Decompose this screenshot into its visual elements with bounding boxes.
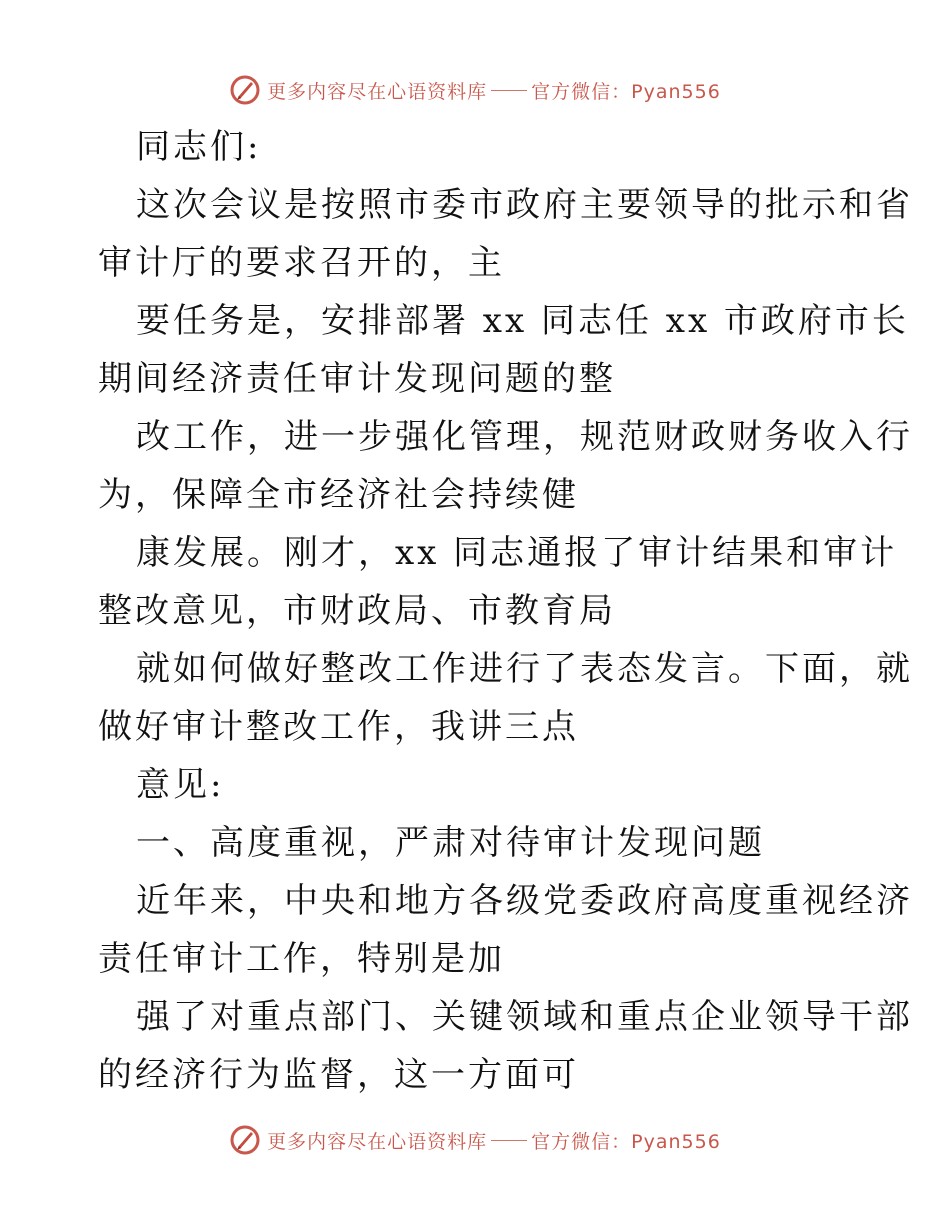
- text-line: 整改意见，市财政局、市教育局: [98, 591, 616, 631]
- text-line: 一、高度重视，严肃对待审计发现问题: [136, 823, 765, 863]
- text-line: 改工作，进一步强化管理，规范财政财务收入行: [136, 417, 913, 457]
- quill-logo-icon: [229, 74, 261, 106]
- text-line: 期间经济责任审计发现问题的整: [98, 359, 616, 399]
- text-line: 近年来，中央和地方各级党委政府高度重视经济: [136, 881, 913, 921]
- text-line: 的经济行为监督，这一方面可: [98, 1055, 579, 1095]
- text-line: 就如何做好整改工作进行了表态发言。下面，就: [136, 649, 913, 689]
- text-line: 意见:: [136, 765, 225, 805]
- watermark-site-text: 更多内容尽在心语资料库: [267, 80, 488, 103]
- text-line: 为，保障全市经济社会持续健: [98, 475, 579, 515]
- quill-logo-icon: [229, 1124, 261, 1156]
- watermark-contact-text: 官方微信：Pyan556: [531, 1130, 721, 1153]
- text-line: 做好审计整改工作，我讲三点: [98, 707, 579, 747]
- watermark-site-text: 更多内容尽在心语资料库: [267, 1130, 488, 1153]
- text-line: 审计厅的要求召开的，主: [98, 243, 505, 283]
- text-line: 同志们:: [136, 127, 262, 167]
- watermark-contact-text: 官方微信：Pyan556: [531, 80, 721, 103]
- text-line: 责任审计工作，特别是加: [98, 939, 505, 979]
- watermark-header: [0, 72, 950, 108]
- watermark-divider: [491, 90, 527, 91]
- text-line: 康发展。刚才，xx 同志通报了审计结果和审计: [136, 533, 898, 573]
- document-body: [98, 118, 913, 1104]
- watermark-divider: [491, 1140, 527, 1141]
- text-line: 这次会议是按照市委市政府主要领导的批示和省: [136, 185, 913, 225]
- text-line: 要任务是，安排部署 xx 同志任 xx 市政府市长: [136, 301, 909, 341]
- watermark-footer: [0, 1122, 950, 1158]
- text-line: 强了对重点部门、关键领域和重点企业领导干部: [136, 997, 913, 1037]
